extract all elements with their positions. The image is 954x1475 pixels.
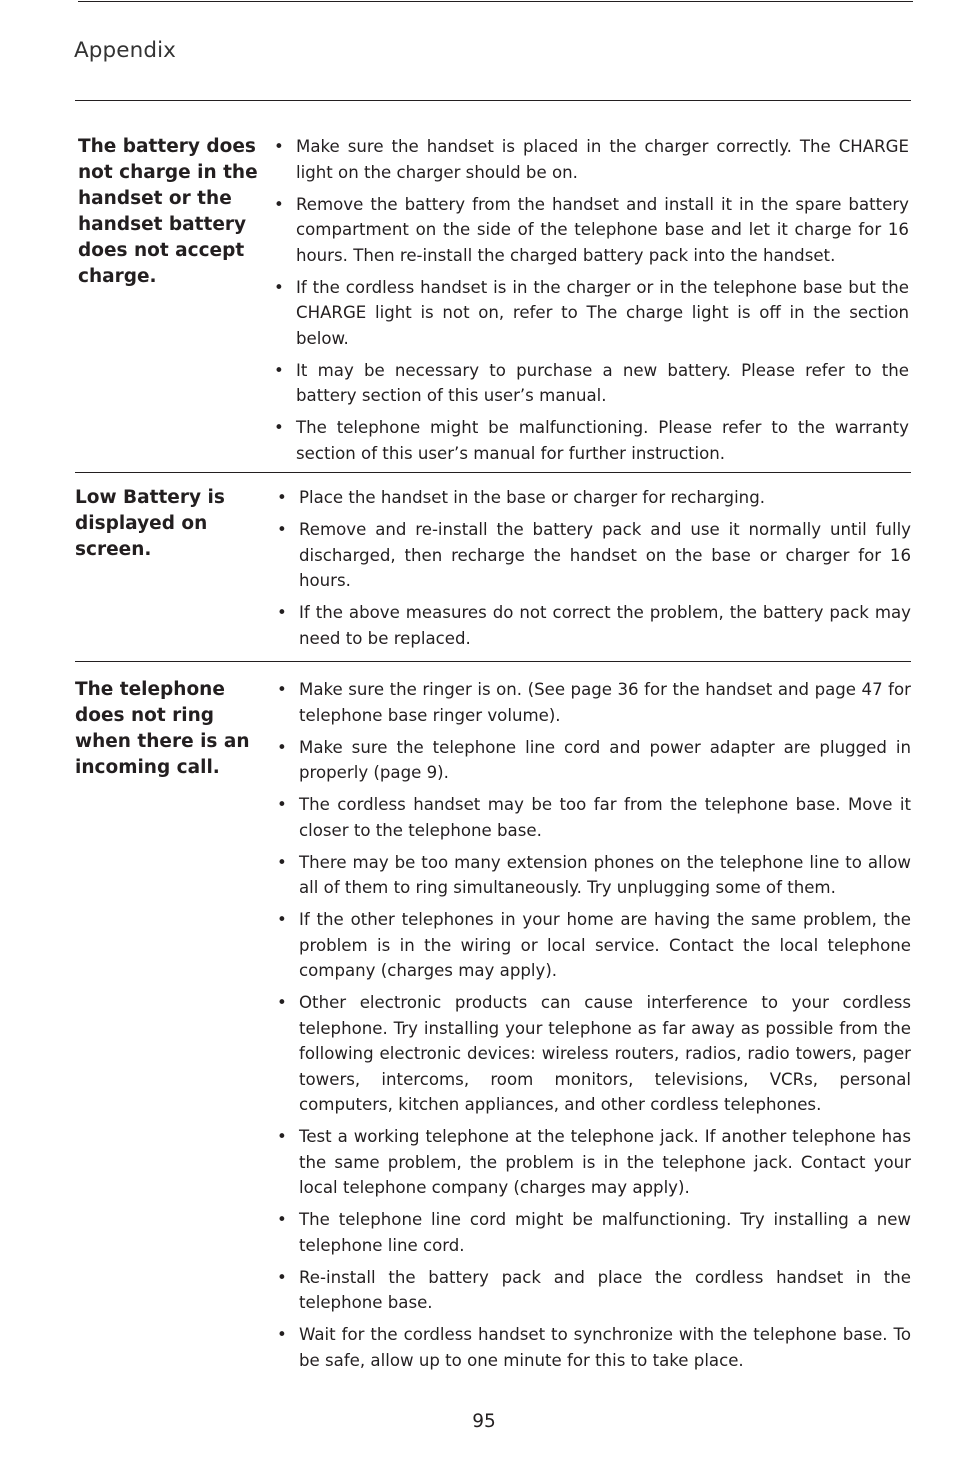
list-item <box>277 1124 911 1201</box>
bullet-icon: • <box>277 993 287 1012</box>
bullet-icon: • <box>274 418 284 437</box>
bullet-icon: • <box>274 360 284 380</box>
bullet-icon: • <box>277 910 287 929</box>
bullet-icon: • <box>274 194 284 214</box>
item-text: Make sure the handset is placed in the charger correctly. The CHARGE light on the charger should be on. <box>296 137 909 182</box>
list-item <box>277 990 911 1118</box>
solution-list <box>277 677 911 1380</box>
list-item <box>277 677 911 728</box>
item-text: Make sure the ringer is on. (See page 36 for the handset and page 47 for telephone base ringer volume). <box>299 680 911 725</box>
list-item <box>277 517 911 594</box>
bullet-icon: • <box>277 680 287 699</box>
list-item <box>274 134 909 185</box>
list-item <box>274 275 909 352</box>
item-text: Place the handset in the base or charger for recharging. <box>299 488 766 507</box>
section-title: Low Battery is displayed on screen. <box>75 487 225 560</box>
item-text: Remove the battery from the handset and install it in the spare battery compartment on the side of the telephone base and let it charge for 16 hours. Then re-install the charged battery pack into the handset. <box>296 194 909 265</box>
bullet-icon: • <box>277 1325 287 1344</box>
list-item <box>277 600 911 651</box>
item-text: The cordless handset may be too far from the telephone base. Move it closer to the telephone base. <box>299 795 911 840</box>
section-divider <box>75 472 911 473</box>
list-item <box>277 907 911 984</box>
item-text: The telephone line cord might be malfunctioning. Try installing a new telephone line cord. <box>299 1210 911 1255</box>
item-text: Test a working telephone at the telephone jack. If another telephone has the same problem, the problem is in the telephone jack. Contact your local telephone company (charges may apply). <box>299 1127 911 1197</box>
item-text: If the cordless handset is in the charger or in the telephone base but the CHARGE light is not on, refer to The charge light is off in the section below. <box>296 277 909 348</box>
list-item <box>277 1265 911 1316</box>
list-item <box>277 1322 911 1373</box>
bullet-icon: • <box>277 852 287 872</box>
solution-list <box>277 485 911 658</box>
page-header: Appendix <box>74 38 177 63</box>
page-number: 95 <box>472 1411 496 1432</box>
list-item <box>274 415 909 466</box>
bullet-icon: • <box>277 603 287 622</box>
section-title: The battery does not charge in the handset or the handset battery does not accept charge. <box>78 136 258 287</box>
bullet-icon: • <box>277 795 287 814</box>
list-item <box>277 1207 911 1258</box>
list-item <box>277 735 911 786</box>
item-text: Wait for the cordless handset to synchronize with the telephone base. To be safe, allow up to one minute for this to take place. <box>299 1325 911 1370</box>
bullet-icon: • <box>277 488 287 507</box>
header-divider <box>75 100 911 101</box>
list-item <box>277 850 911 901</box>
list-item <box>274 192 909 269</box>
bullet-icon: • <box>274 137 284 156</box>
item-text: Other electronic products can cause interference to your cordless telephone. Try installing your telephone as far away as possible from the following electronic devices: wireless routers, radios, radio towers, pager towers, intercoms, room monitors, televisions, VCRs, personal computers, kitchen appliances, and other cordless telephones. <box>299 993 911 1114</box>
bullet-icon: • <box>274 277 284 297</box>
section-title: The telephone does not ring when there is an incoming call. <box>75 679 250 778</box>
list-item <box>277 792 911 843</box>
bullet-icon: • <box>277 1267 287 1287</box>
bullet-icon: • <box>277 520 287 539</box>
item-text: If the above measures do not correct the problem, the battery pack may need to be replaced. <box>299 603 911 648</box>
bullet-icon: • <box>277 737 287 757</box>
bullet-icon: • <box>277 1210 287 1229</box>
item-text: The telephone might be malfunctioning. Please refer to the warranty section of this user’s manual for further instruction. <box>296 418 909 463</box>
item-text: Remove and re-install the battery pack and use it normally until fully discharged, then recharge the handset on the base or charger for 16 hours. <box>299 520 911 590</box>
item-text: If the other telephones in your home are having the same problem, the problem is in the wiring or local service. Contact the local telephone company (charges may apply). <box>299 910 911 980</box>
item-text: There may be too many extension phones on the telephone line to allow all of them to ring simultaneously. Try unplugging some of them. <box>299 852 911 897</box>
item-text: It may be necessary to purchase a new battery. Please refer to the battery section of this user’s manual. <box>296 360 909 405</box>
item-text: Make sure the telephone line cord and power adapter are plugged in properly (page 9). <box>299 737 911 782</box>
list-item <box>277 485 911 511</box>
top-rule <box>78 1 913 2</box>
section-divider <box>75 661 911 662</box>
list-item <box>274 358 909 409</box>
solution-list <box>274 134 909 473</box>
bullet-icon: • <box>277 1127 287 1146</box>
item-text: Re-install the battery pack and place the cordless handset in the telephone base. <box>299 1267 911 1312</box>
